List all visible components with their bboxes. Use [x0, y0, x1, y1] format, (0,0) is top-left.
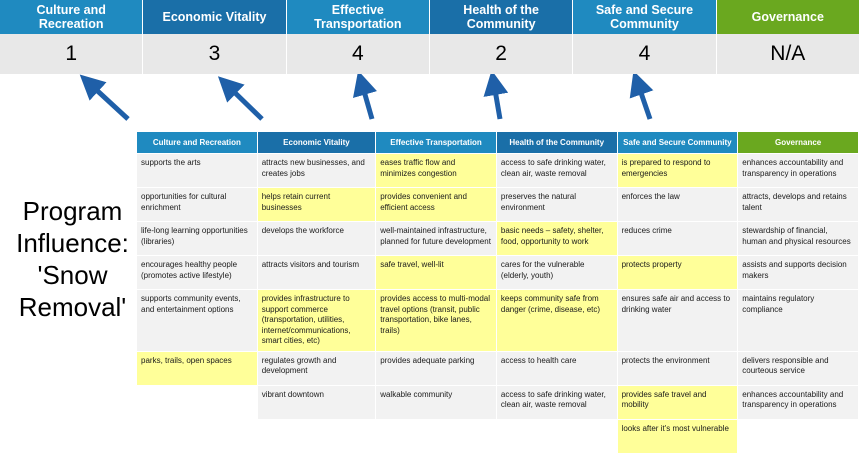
matrix-cell: enhances accountability and transparency in operations: [738, 385, 859, 419]
matrix-body: [137, 154, 859, 454]
matrix-cell: looks after it's most vulnerable: [617, 419, 738, 453]
table-row: [137, 188, 859, 222]
matrix-cell: provides safe travel and mobility: [617, 385, 738, 419]
matrix-cell: reduces crime: [617, 222, 738, 256]
matrix-cell: delivers responsible and courteous service: [738, 351, 859, 385]
matrix-cell: provides access to multi-modal travel options (transit, public transportation, bike lanes, trails): [376, 290, 497, 352]
matrix-cell: provides convenient and efficient access: [376, 188, 497, 222]
matrix-header-row: [137, 132, 859, 154]
score-health-of-the-community: 2: [430, 34, 573, 74]
matrix-cell: safe travel, well-lit: [376, 256, 497, 290]
matrix-cell: parks, trails, open spaces: [137, 351, 258, 385]
matrix-cell: helps retain current businesses: [257, 188, 376, 222]
matrix-cell: keeps community safe from danger (crime, disease, etc): [496, 290, 617, 352]
banner-header-effective-transportation: Effective Transportation: [287, 0, 430, 34]
matrix-cell: develops the workforce: [257, 222, 376, 256]
arrow-group: [0, 74, 859, 132]
matrix-cell: provides infrastructure to support commerce (transportation, utilities, internet/communications, smart cities, etc): [257, 290, 376, 352]
matrix-cell: attracts new businesses, and creates jobs: [257, 154, 376, 188]
matrix-cell: access to safe drinking water, clean air, waste removal: [496, 385, 617, 419]
score-culture-and-recreation: 1: [0, 34, 143, 74]
matrix-cell: provides adequate parking: [376, 351, 497, 385]
banner-header-governance: Governance: [717, 0, 859, 34]
matrix-cell: cares for the vulnerable (elderly, youth): [496, 256, 617, 290]
arrow-health-of-the-community: [494, 84, 500, 119]
matrix-cell: enhances accountability and transparency in operations: [738, 154, 859, 188]
matrix-header-economic-vitality: Economic Vitality: [257, 132, 376, 154]
caption-line-1: Program: [22, 196, 123, 226]
matrix-cell: ensures safe air and access to drinking water: [617, 290, 738, 352]
matrix-cell: enforces the law: [617, 188, 738, 222]
outcome-header-row: [0, 0, 859, 34]
table-row: [137, 351, 859, 385]
matrix-cell: regulates growth and development: [257, 351, 376, 385]
matrix-cell: [257, 419, 376, 453]
matrix-cell: stewardship of financial, human and physical resources: [738, 222, 859, 256]
matrix-cell: protects the environment: [617, 351, 738, 385]
matrix-cell: preserves the natural environment: [496, 188, 617, 222]
outcome-attributes-matrix: [136, 131, 859, 454]
matrix-cell: walkable community: [376, 385, 497, 419]
matrix-cell: supports the arts: [137, 154, 258, 188]
matrix-header-safe-and-secure-community: Safe and Secure Community: [617, 132, 738, 154]
table-row: [137, 419, 859, 453]
matrix-cell: vibrant downtown: [257, 385, 376, 419]
outcome-summary-banner: [0, 0, 859, 76]
table-row: [137, 385, 859, 419]
matrix-cell: access to safe drinking water, clean air, waste removal: [496, 154, 617, 188]
matrix-header-culture-and-recreation: Culture and Recreation: [137, 132, 258, 154]
arrow-economic-vitality: [228, 86, 262, 119]
matrix-cell: assists and supports decision makers: [738, 256, 859, 290]
arrow-culture-and-recreation: [90, 84, 128, 119]
arrow-effective-transportation: [362, 84, 372, 119]
matrix-cell: opportunities for cultural enrichment: [137, 188, 258, 222]
program-influence-caption: [10, 195, 135, 323]
score-effective-transportation: 4: [287, 34, 430, 74]
matrix-cell: [376, 419, 497, 453]
matrix-cell: [137, 385, 258, 419]
matrix-cell: life-long learning opportunities (libraries): [137, 222, 258, 256]
caption-line-3: 'Snow: [37, 260, 108, 290]
matrix-header-effective-transportation: Effective Transportation: [376, 132, 497, 154]
score-governance: N/A: [770, 42, 806, 65]
caption-line-2: Influence:: [16, 228, 129, 258]
outcome-score-row: [0, 34, 859, 76]
matrix-cell: [496, 419, 617, 453]
table-row: [137, 256, 859, 290]
matrix-cell: is prepared to respond to emergencies: [617, 154, 738, 188]
matrix-cell: attracts visitors and tourism: [257, 256, 376, 290]
matrix-cell: access to health care: [496, 351, 617, 385]
score-economic-vitality: 3: [143, 34, 286, 74]
banner-header-safe-and-secure-community: Safe and Secure Community: [573, 0, 716, 34]
score-safe-and-secure-community: 4: [573, 34, 716, 74]
table-row: [137, 222, 859, 256]
matrix-cell: supports community events, and entertainment options: [137, 290, 258, 352]
banner-header-health-of-the-community: Health of the Community: [430, 0, 573, 34]
matrix-cell: [137, 419, 258, 453]
matrix-cell: well-maintained infrastructure, planned for future development: [376, 222, 497, 256]
matrix-cell: eases traffic flow and minimizes congestion: [376, 154, 497, 188]
banner-header-culture-and-recreation: Culture and Recreation: [0, 0, 143, 34]
matrix-cell: encourages healthy people (promotes active lifestyle): [137, 256, 258, 290]
matrix-cell: protects property: [617, 256, 738, 290]
matrix-header-health-of-the-community: Health of the Community: [496, 132, 617, 154]
table-row: [137, 290, 859, 352]
matrix-header-governance: Governance: [738, 132, 859, 154]
caption-line-4: Removal': [18, 292, 127, 322]
matrix-cell: attracts, develops and retains talent: [738, 188, 859, 222]
matrix-cell: basic needs – safety, shelter, food, opportunity to work: [496, 222, 617, 256]
matrix-cell: maintains regulatory compliance: [738, 290, 859, 352]
banner-header-economic-vitality: Economic Vitality: [143, 0, 286, 34]
table-row: [137, 154, 859, 188]
arrow-safe-and-secure-community: [638, 84, 650, 119]
matrix-cell: [738, 419, 859, 453]
